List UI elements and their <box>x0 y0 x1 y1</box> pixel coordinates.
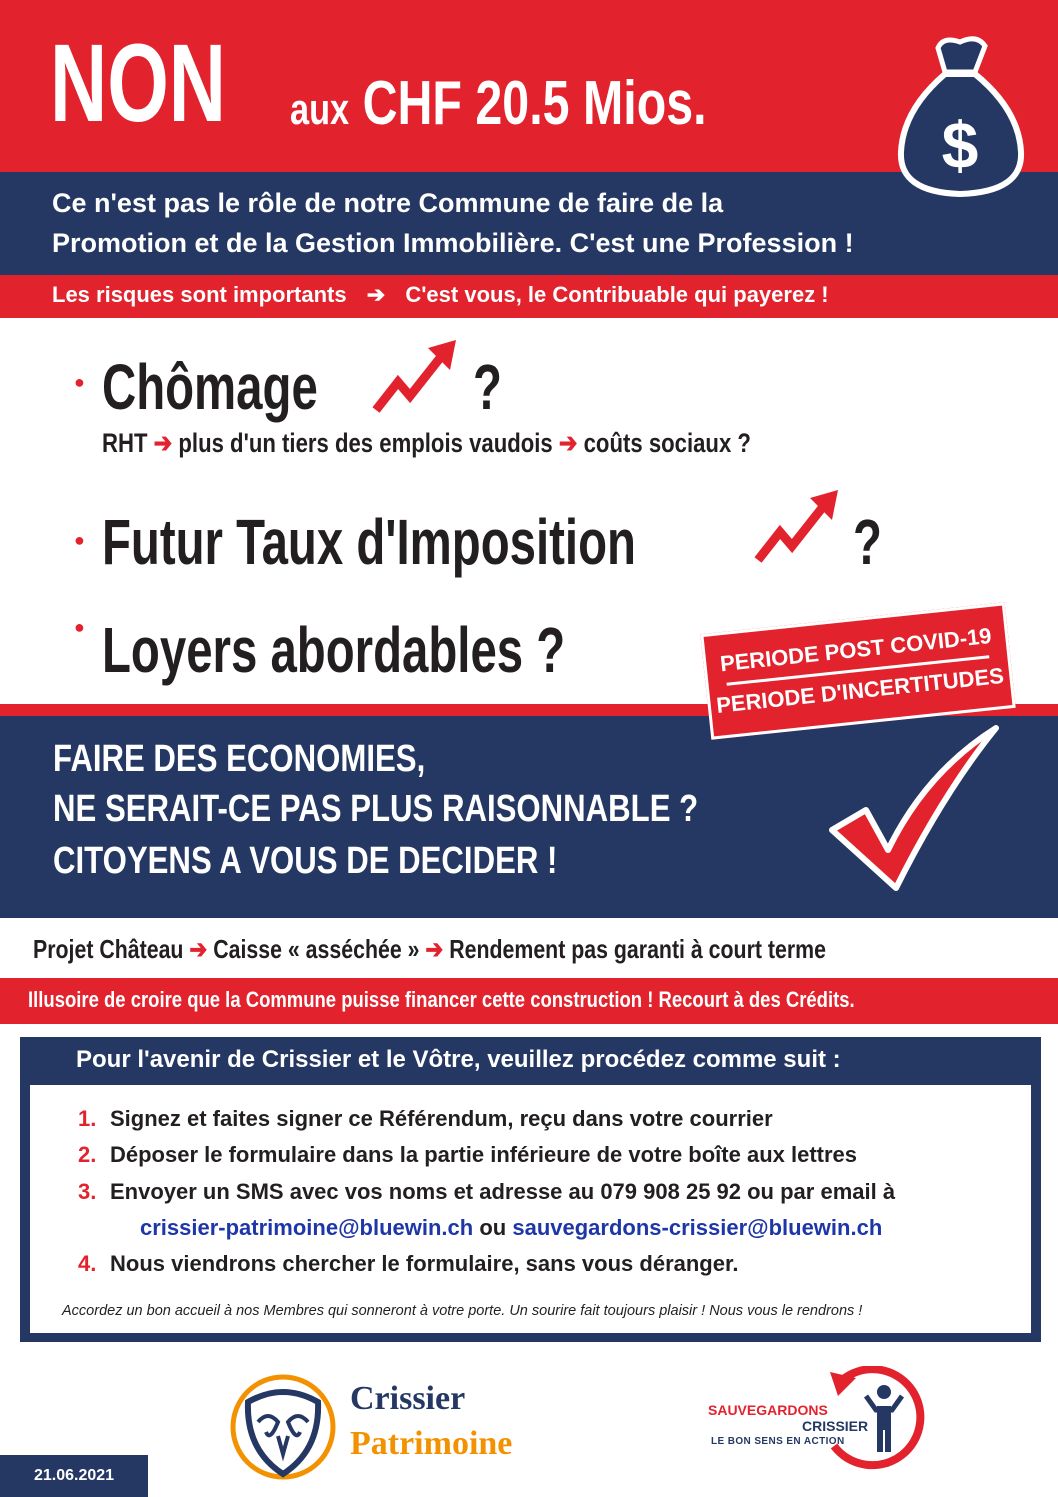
step-text: Nous viendrons chercher le formulaire, sans vous déranger. <box>110 1251 739 1276</box>
point-chomage-label: Chômage <box>102 351 318 423</box>
point-taux: Futur Taux d'Imposition <box>102 506 636 578</box>
message-line-1: FAIRE DES ECONOMIES, <box>53 738 426 780</box>
owl-logo-icon <box>228 1372 338 1482</box>
email-link-sauvegardons[interactable]: sauvegardons-crissier@bluewin.ch <box>512 1215 883 1240</box>
rht-c: coûts sociaux ? <box>583 428 751 458</box>
title-amount <box>290 68 707 139</box>
subtitle-line-1: Ce n'est pas le rôle de notre Commune de faire de la <box>52 188 724 218</box>
bullet-dot: ● <box>74 530 85 550</box>
stamp-line-2: PERIODE D'INCERTITUDES <box>715 662 1005 718</box>
step-number: 1. <box>78 1106 97 1131</box>
svg-text:$: $ <box>941 108 979 182</box>
title-chf: CHF 20.5 Mios. <box>362 69 707 138</box>
bullet-dot: ● <box>74 617 85 637</box>
bullet-dot: ● <box>74 372 85 392</box>
step-text: Envoyer un SMS avec vos noms et adresse au 079 908 25 92 ou par email à <box>110 1179 896 1204</box>
date-badge: 21.06.2021 <box>0 1455 148 1497</box>
step-1 <box>78 1106 773 1132</box>
risk-left: Les risques sont importants <box>52 282 347 307</box>
title-non: NON <box>50 22 227 145</box>
illusoire-text: Illusoire de croire que la Commune puisse financer cette construction ! Recourt à des Crédits. <box>28 987 855 1012</box>
procedure-title: Pour l'avenir de Crissier et le Vôtre, veuillez procédez comme suit : <box>76 1046 841 1073</box>
money-bag-icon <box>893 30 1028 200</box>
point-chomage <box>102 350 318 424</box>
step-3 <box>78 1179 895 1205</box>
email-line <box>140 1215 882 1241</box>
logo-crissier: Crissier <box>350 1380 466 1417</box>
point-taux-question: ? <box>853 506 882 578</box>
email-link-patrimoine[interactable]: crissier-patrimoine@bluewin.ch <box>140 1215 474 1240</box>
risk-line <box>52 282 829 308</box>
point-chomage-question: ? <box>473 351 502 423</box>
rht-b: plus d'un tiers des emplois vaudois <box>178 428 553 458</box>
right-arrow-icon: ➔ <box>425 934 444 964</box>
checkmark-icon <box>826 722 1006 894</box>
message-line-3: CITOYENS A VOUS DE DECIDER ! <box>53 840 558 882</box>
right-arrow-icon: ➔ <box>189 934 208 964</box>
risk-right: C'est vous, le Contribuable qui payerez ! <box>405 282 829 307</box>
title-aux: aux <box>290 85 350 134</box>
rht-line <box>102 428 751 459</box>
project-b: Caisse « asséchée » <box>213 934 420 964</box>
project-c: Rendement pas garanti à court terme <box>449 934 826 964</box>
logo-patrimoine: Patrimoine <box>350 1425 513 1462</box>
rht-a: RHT <box>102 428 148 458</box>
stamp-line-1: PERIODE POST COVID-19 <box>718 622 993 677</box>
step-4 <box>78 1251 738 1277</box>
email-or: ou <box>479 1215 507 1240</box>
right-arrow-icon: ➔ <box>153 428 173 458</box>
arrow-up-trend-icon <box>752 490 842 568</box>
project-a: Projet Château <box>33 934 184 964</box>
arrow-up-trend-icon <box>370 340 460 418</box>
logo-sauvegardons: SAUVEGARDONS <box>708 1402 828 1418</box>
step-number: 3. <box>78 1179 97 1204</box>
project-line <box>33 934 826 965</box>
logo-crissier-red: CRISSIER <box>802 1418 869 1434</box>
point-loyers: Loyers abordables ? <box>102 614 566 686</box>
step-text: Signez et faites signer ce Référendum, reçu dans votre courrier <box>110 1106 773 1131</box>
right-arrow-icon: ➔ <box>558 428 578 458</box>
step-2 <box>78 1142 857 1168</box>
step-number: 4. <box>78 1251 97 1276</box>
step-text: Déposer le formulaire dans la partie inférieure de votre boîte aux lettres <box>110 1142 858 1167</box>
footer-note: Accordez un bon accueil à nos Membres qui sonneront à votre porte. Un sourire fait toujours plaisir ! Nous vous le rendrons ! <box>62 1303 863 1319</box>
message-line-2: NE SERAIT-CE PAS PLUS RAISONNABLE ? <box>53 788 699 830</box>
logo-tagline: LE BON SENS EN ACTION <box>711 1436 845 1447</box>
right-arrow-icon: ➔ <box>366 282 386 307</box>
step-number: 2. <box>78 1142 97 1167</box>
subtitle-line-2: Promotion et de la Gestion Immobilière. C'est une Profession ! <box>52 228 854 258</box>
